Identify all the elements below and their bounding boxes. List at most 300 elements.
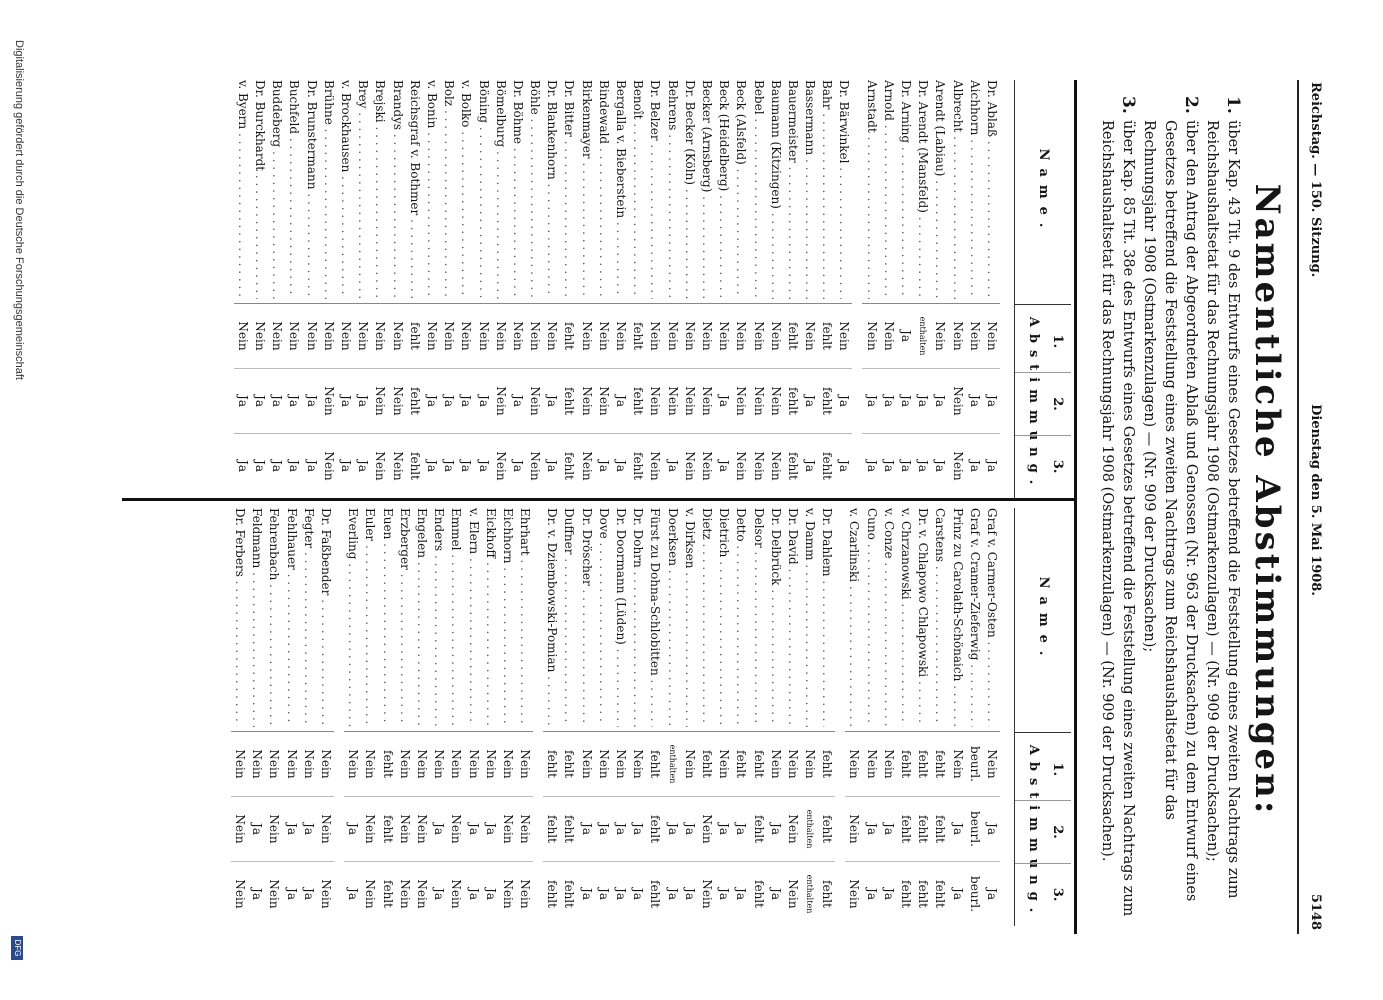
- member-name: Dr. Arendt (Mansfeld) . . .: [914, 80, 931, 304]
- member-name: Arendt (Labiau) . . .: [931, 80, 948, 304]
- member-name: Fürst zu Dohna-Schlobitten . . .: [646, 508, 663, 732]
- vote-cell: Ja: [432, 888, 447, 900]
- vote-cell: Nein: [396, 797, 413, 862]
- vote-cell: fehlt: [751, 880, 766, 908]
- table-row: [344, 508, 361, 926]
- vote-cell: Ja: [442, 460, 457, 472]
- member-name: Benoît . . .: [629, 80, 646, 304]
- member-name: Reichsgraf v. Bothmer . . .: [406, 80, 423, 304]
- vote-cell: Ja: [287, 460, 302, 472]
- vote-cell: Nein: [931, 304, 948, 369]
- vote-cell: Nein: [948, 304, 965, 369]
- vote-cell: Ja: [346, 888, 361, 900]
- member-name: Buchfeld . . .: [285, 80, 302, 304]
- member-name: Baumann (Kitzingen) . . .: [767, 80, 784, 304]
- vote-cell: Nein: [499, 732, 516, 797]
- vote-cell: Ja: [459, 460, 474, 472]
- vote-cell: Ja: [283, 797, 300, 862]
- vote-cell: Nein: [950, 451, 965, 481]
- vote-cell: Nein: [700, 879, 714, 909]
- vote-cell: Nein: [440, 304, 457, 369]
- vote-cell: fehlt: [543, 797, 560, 862]
- member-name: Brühne . . .: [320, 80, 337, 304]
- vote-cell: Ja: [983, 369, 1000, 434]
- vote-cell: Nein: [785, 879, 800, 909]
- vote-cell: Ja: [864, 460, 879, 472]
- table-row: [749, 508, 766, 926]
- vote-cell: Ja: [510, 460, 525, 472]
- abstimmung-header: [1015, 738, 1071, 926]
- vote-cell: fehlt: [732, 732, 749, 797]
- table-row: [440, 80, 457, 498]
- vote-cell: Ja: [612, 797, 629, 862]
- dfg-logo: DFG: [11, 936, 23, 960]
- vote-cell: Ja: [300, 797, 317, 862]
- vote-cell: Ja: [545, 460, 560, 472]
- vote-cell: Nein: [648, 451, 663, 481]
- table-row: [983, 508, 1000, 926]
- vote-cell: fehlt: [646, 797, 663, 862]
- member-name: Böning . . .: [474, 80, 491, 304]
- table-row: [516, 508, 533, 926]
- member-name: Graf v. Carmer-Osten . . .: [983, 508, 1000, 732]
- vote-cell: Nein: [646, 369, 663, 434]
- member-name: Dietrich . . .: [715, 508, 732, 732]
- table-row: [948, 80, 965, 498]
- table-row: [413, 508, 430, 926]
- table-header: [1014, 508, 1071, 926]
- member-name: v. Chrzanowski . . .: [897, 508, 914, 732]
- vote-cell: Nein: [509, 304, 526, 369]
- vote-cell: Nein: [321, 451, 336, 481]
- table-body-left: [234, 80, 1000, 498]
- vote-cell: fehlt: [899, 880, 914, 908]
- vote-cell: Nein: [767, 369, 784, 434]
- table-row: [234, 80, 251, 498]
- member-name: Bassermann . . .: [801, 80, 818, 304]
- table-row: [595, 508, 612, 926]
- member-name: Feldmann . . .: [248, 508, 265, 732]
- member-name: Beck (Alsfeld) . . .: [732, 80, 749, 304]
- member-name: Detto . . .: [732, 508, 749, 732]
- table-row: [578, 80, 595, 498]
- vote-number-header: 2.: [1050, 825, 1065, 839]
- table-row: [612, 508, 629, 926]
- table-row: [285, 80, 302, 498]
- vote-cell: Nein: [768, 451, 783, 481]
- vote-cell: Nein: [251, 304, 268, 369]
- vote-cell: Ja: [967, 460, 982, 472]
- table-row: [526, 80, 543, 498]
- vote-cell: Ja: [715, 797, 732, 862]
- vote-cell: fehlt: [378, 732, 395, 797]
- vote-cell: fehlt: [785, 452, 800, 480]
- member-name: Eickhoff . . .: [482, 508, 499, 732]
- vote-cell: fehlt: [646, 732, 663, 797]
- vote-cell: Ja: [803, 460, 818, 472]
- member-name: Dr. David . . .: [784, 508, 801, 732]
- table-row: [560, 508, 577, 926]
- table-row: [320, 80, 337, 498]
- table-row: [303, 80, 320, 498]
- vote-item-number: 1.: [1223, 96, 1243, 114]
- table-row: [715, 80, 732, 498]
- table-row: [646, 80, 663, 498]
- table-row: [897, 508, 914, 926]
- vote-cell: Ja: [881, 460, 896, 472]
- vote-cell: Ja: [304, 460, 319, 472]
- table-row: [698, 80, 715, 498]
- vote-cell: Nein: [492, 369, 509, 434]
- member-name: Beck (Heidelberg) . . .: [715, 80, 732, 304]
- member-name: Arnold . . .: [880, 80, 897, 304]
- vote-cell: enthalten: [663, 732, 680, 797]
- vote-cell: Nein: [749, 369, 766, 434]
- vote-cell: Ja: [344, 797, 361, 862]
- vote-cell: Nein: [732, 369, 749, 434]
- vote-cell: Ja: [253, 460, 268, 472]
- member-name: Bömelburg . . .: [492, 80, 509, 304]
- vote-cell: Nein: [320, 369, 337, 434]
- vote-cell: fehlt: [914, 797, 931, 862]
- table-row: [265, 508, 282, 926]
- table-row: [880, 508, 897, 926]
- vote-cell: Nein: [300, 732, 317, 797]
- member-name: v. Bonin . . .: [423, 80, 440, 304]
- table-row: [447, 508, 464, 926]
- vote-table-left: [234, 80, 1071, 498]
- member-name: Becker (Arnsberg) . . .: [698, 80, 715, 304]
- vote-cell: Ja: [250, 888, 265, 900]
- vote-cell: Ja: [457, 369, 474, 434]
- vote-cell: Nein: [268, 304, 285, 369]
- member-name: Erzberger . . .: [396, 508, 413, 732]
- vote-cell: Nein: [579, 451, 594, 481]
- vote-cell: Ja: [767, 797, 784, 862]
- vote-cell: fehlt: [543, 732, 560, 797]
- vote-item-number: 3.: [1118, 96, 1138, 114]
- table-row: [931, 508, 948, 926]
- vote-cell: Ja: [354, 369, 371, 434]
- table-row: [423, 80, 440, 498]
- vote-cell: Nein: [267, 879, 282, 909]
- member-name: Delsor . . .: [749, 508, 766, 732]
- vote-cell: fehlt: [545, 880, 560, 908]
- member-name: v. Dirksen . . .: [681, 508, 698, 732]
- vote-cell: Nein: [482, 732, 499, 797]
- abstimmung-header: [1015, 310, 1071, 498]
- vote-cell: fehlt: [820, 452, 835, 480]
- vote-item-text: über Kap. 85 Tit. 38e des Entwurfs eines Gesetzes betreffend die Feststellung eines zweiten Nachtrags zum Reichshaushaltsetat für das Rechnungsjahr 1908 (Ostmarkenzulagen) — (Nr. 909 der Drucksachen).: [1099, 120, 1136, 917]
- vote-cell: Ja: [285, 369, 302, 434]
- vote-item-text: über den Antrag der Abgeordneten Ablaß und Genossen (Nr. 963 der Drucksachen) zu dem Entwurf eines Gesetzes betreffend die Feststellung eines zweiten Nachtrags zum Reichshaushaltsetat für das Rechnungsjahr 1908 (Ostmarkenzulagen) — (Nr. 909 der Drucksachen);: [1141, 120, 1199, 902]
- vote-cell: Nein: [337, 304, 354, 369]
- vote-cell: Nein: [415, 879, 429, 909]
- vote-cell: Nein: [303, 304, 320, 369]
- vote-cell: Ja: [303, 369, 320, 434]
- table-row: [248, 508, 265, 926]
- page-number: 5148: [1308, 893, 1323, 930]
- vote-cell: Nein: [835, 304, 852, 369]
- vote-cell: Nein: [390, 451, 405, 481]
- vote-cell: fehlt: [407, 452, 422, 480]
- table-row: [966, 508, 983, 926]
- abstimmung-label: Abstimmung.: [1026, 316, 1041, 492]
- vote-cell: Nein: [681, 732, 698, 797]
- vote-cell: Nein: [880, 304, 897, 369]
- table-row: [378, 508, 395, 926]
- vote-cell: Nein: [493, 451, 508, 481]
- table-row: [543, 508, 560, 926]
- vote-cell: fehlt: [916, 880, 931, 908]
- vote-number-header: 1.: [1050, 334, 1065, 349]
- vote-cell: Ja: [863, 369, 880, 434]
- table-row: [948, 508, 965, 926]
- vote-cell: Nein: [319, 879, 334, 909]
- vote-cell: Nein: [751, 451, 766, 481]
- member-name: Carstens . . .: [931, 508, 948, 732]
- member-name: Dr. Becker (Köln) . . .: [681, 80, 698, 304]
- vote-cell: Nein: [863, 732, 880, 797]
- page-title: Namentliche Abstimmungen:: [1247, 183, 1287, 817]
- vote-cell: fehlt: [648, 880, 663, 908]
- vote-cell: fehlt: [631, 452, 646, 480]
- vote-cell: Ja: [681, 797, 698, 862]
- table-row: [499, 508, 516, 926]
- vote-cell: Ja: [837, 460, 852, 472]
- vote-cell: Ja: [717, 888, 732, 900]
- vote-cell: fehlt: [629, 304, 646, 369]
- vote-cell: Nein: [663, 304, 680, 369]
- vote-cell: Nein: [681, 304, 698, 369]
- vote-cell: Nein: [371, 369, 388, 434]
- vote-cell: Nein: [983, 304, 1000, 369]
- vote-cell: Nein: [464, 732, 481, 797]
- table-row: [430, 508, 447, 926]
- member-name: Dr. Ferbers . . .: [231, 508, 248, 732]
- vote-cell: Ja: [665, 888, 680, 900]
- vote-cell: Ja: [595, 797, 612, 862]
- vote-cell: Ja: [248, 797, 265, 862]
- vote-items-list: [1096, 96, 1243, 934]
- page-header-left: Reichstag. — 150. Sitzung.: [1308, 82, 1323, 278]
- vote-cell: Ja: [301, 888, 316, 900]
- table-row: [863, 508, 880, 926]
- vote-cell: fehlt: [749, 797, 766, 862]
- vote-cell: fehlt: [914, 732, 931, 797]
- vote-number-header: 2.: [1050, 397, 1065, 411]
- vote-cell: Nein: [265, 732, 282, 797]
- vote-cell: Nein: [361, 797, 378, 862]
- vote-cell: Nein: [233, 879, 248, 909]
- vote-cell: fehlt: [560, 732, 577, 797]
- member-name: Dr. Bärwinkel . . .: [835, 80, 852, 304]
- member-name: Dietz . . .: [698, 508, 715, 732]
- table-row: [966, 80, 983, 498]
- vote-cell: Nein: [767, 304, 784, 369]
- table-row: [818, 508, 835, 926]
- table-row: [300, 508, 317, 926]
- vote-cell: Ja: [631, 888, 646, 900]
- vote-cell: Nein: [767, 732, 784, 797]
- member-name: Dr. v. Chlapowo Chlapowski . . .: [914, 508, 931, 732]
- table-row: [749, 80, 766, 498]
- member-name: Dr. Dröscher . . .: [578, 508, 595, 732]
- vote-cell: Nein: [801, 304, 818, 369]
- vote-cell: Nein: [447, 797, 464, 862]
- member-name: Engelen . . .: [413, 508, 430, 732]
- vote-cell: Nein: [373, 451, 388, 481]
- vote-cell: Ja: [881, 888, 896, 900]
- vote-cell: Ja: [880, 369, 897, 434]
- member-name: Fehrenbach . . .: [265, 508, 282, 732]
- vote-cell: Nein: [880, 732, 897, 797]
- vote-cell: fehlt: [560, 369, 577, 434]
- vote-cell: beurl.: [966, 797, 983, 862]
- member-name: Dr. Doormann (Lüden) . . .: [612, 508, 629, 732]
- vote-cell: fehlt: [933, 880, 948, 908]
- vote-cell: fehlt: [931, 797, 948, 862]
- vote-cell: Nein: [681, 369, 698, 434]
- vote-cell: Nein: [845, 732, 862, 797]
- table-row: [251, 80, 268, 498]
- member-name: Dr. v. Dziembowski-Pomian . . .: [543, 508, 560, 732]
- member-name: Buddeberg . . .: [268, 80, 285, 304]
- vote-cell: Ja: [966, 369, 983, 434]
- vote-cell: Nein: [528, 451, 543, 481]
- header-rule: [1297, 80, 1299, 934]
- member-name: Enders . . .: [430, 508, 447, 732]
- vote-item-number: 2.: [1181, 96, 1201, 114]
- table-row: [474, 80, 491, 498]
- abstimmung-label: Abstimmung.: [1026, 744, 1041, 920]
- table-row: [578, 508, 595, 926]
- vote-cell: Nein: [698, 369, 715, 434]
- vote-cell: Ja: [801, 369, 818, 434]
- footer: [5, 0, 25, 1000]
- vote-cell: Nein: [948, 732, 965, 797]
- vote-cell: beurl.: [967, 876, 982, 912]
- table-row: [818, 80, 835, 498]
- vote-cell: Nein: [344, 732, 361, 797]
- table-row: [231, 508, 248, 926]
- vote-cell: Nein: [413, 797, 430, 862]
- vote-cell: Ja: [629, 797, 646, 862]
- vote-cell: Ja: [682, 888, 697, 900]
- vote-cell: Ja: [270, 460, 285, 472]
- vote-cell: Ja: [596, 888, 611, 900]
- vote-cell: Nein: [578, 369, 595, 434]
- vote-cell: Nein: [354, 304, 371, 369]
- member-name: v. Bolko . . .: [457, 80, 474, 304]
- member-name: v. Damm . . .: [801, 508, 818, 732]
- vote-cell: fehlt: [562, 880, 577, 908]
- vote-cell: fehlt: [784, 304, 801, 369]
- vote-cell: Ja: [916, 460, 931, 472]
- vote-cell: Nein: [388, 304, 405, 369]
- vote-cell: Ja: [339, 460, 354, 472]
- vote-cell: Ja: [578, 797, 595, 862]
- table-row: [835, 80, 852, 498]
- vote-cell: Nein: [449, 879, 464, 909]
- vote-number-header: 3.: [1050, 459, 1065, 474]
- vote-cell: Ja: [985, 888, 999, 900]
- vote-cell: Ja: [950, 888, 965, 900]
- member-name: v. Elern . . .: [464, 508, 481, 732]
- vote-cell: Ja: [612, 369, 629, 434]
- table-row: [784, 508, 801, 926]
- member-name: Dr. Dohrn . . .: [629, 508, 646, 732]
- member-name: Graf v. Cramer-Zieferwig . . .: [966, 508, 983, 732]
- table-row: [931, 80, 948, 498]
- vote-cell: Ja: [768, 888, 783, 900]
- vote-cell: Ja: [864, 888, 879, 900]
- vote-cell: Nein: [595, 732, 612, 797]
- member-name: Doerksen . . .: [663, 508, 680, 732]
- vote-cell: fehlt: [562, 452, 577, 480]
- vote-cell: Nein: [423, 304, 440, 369]
- vote-cell: Nein: [863, 304, 880, 369]
- member-name: v. Czarlinski . . .: [845, 508, 862, 732]
- vote-cell: Ja: [251, 369, 268, 434]
- vote-cell: fehlt: [698, 732, 715, 797]
- vote-cell: Ja: [948, 797, 965, 862]
- vote-cell: Ja: [476, 460, 491, 472]
- vote-cell: Nein: [526, 369, 543, 434]
- vote-cell: fehlt: [818, 732, 835, 797]
- member-name: Brey . . .: [354, 80, 371, 304]
- vote-cell: fehlt: [560, 797, 577, 862]
- member-name: Dr. Dahlem . . .: [818, 508, 835, 732]
- vote-cell: Nein: [320, 304, 337, 369]
- table-row: [509, 80, 526, 498]
- table-row: [698, 508, 715, 926]
- vote-cell: Nein: [847, 879, 862, 909]
- member-name: Aichhorn . . .: [966, 80, 983, 304]
- vote-table-right: [231, 508, 1071, 926]
- vote-cell: Nein: [430, 732, 447, 797]
- member-name: Brejski . . .: [371, 80, 388, 304]
- table-row: [681, 508, 698, 926]
- vote-cell: Nein: [231, 797, 248, 862]
- vote-cell: Nein: [396, 732, 413, 797]
- table-row: [464, 508, 481, 926]
- vote-cell: Ja: [933, 460, 948, 472]
- table-row: [629, 508, 646, 926]
- name-column-header: Name.: [1015, 80, 1071, 305]
- table-row: [612, 80, 629, 498]
- member-name: Bebel . . .: [749, 80, 766, 304]
- vote-cell: fehlt: [406, 369, 423, 434]
- vote-cell: Nein: [447, 732, 464, 797]
- vote-cell: Nein: [749, 304, 766, 369]
- vote-cell: Ja: [899, 460, 914, 472]
- vote-cell: Nein: [682, 451, 697, 481]
- vote-cell: Nein: [698, 304, 715, 369]
- vote-cell: Nein: [317, 732, 334, 797]
- vote-cell: enthalten: [805, 874, 815, 914]
- vote-cell: fehlt: [818, 369, 835, 434]
- vote-item: [1096, 96, 1138, 934]
- table-row: [767, 508, 784, 926]
- vote-cell: beurl.: [966, 732, 983, 797]
- funding-note: Digitalisierung gefördert durch die Deutsche Forschungsgemeinschaft: [13, 40, 25, 380]
- table-row: [354, 80, 371, 498]
- vote-cell: Nein: [499, 797, 516, 862]
- table-row: [317, 508, 334, 926]
- member-name: Dr. Ablaß . . .: [983, 80, 1000, 304]
- table-row: [767, 80, 784, 498]
